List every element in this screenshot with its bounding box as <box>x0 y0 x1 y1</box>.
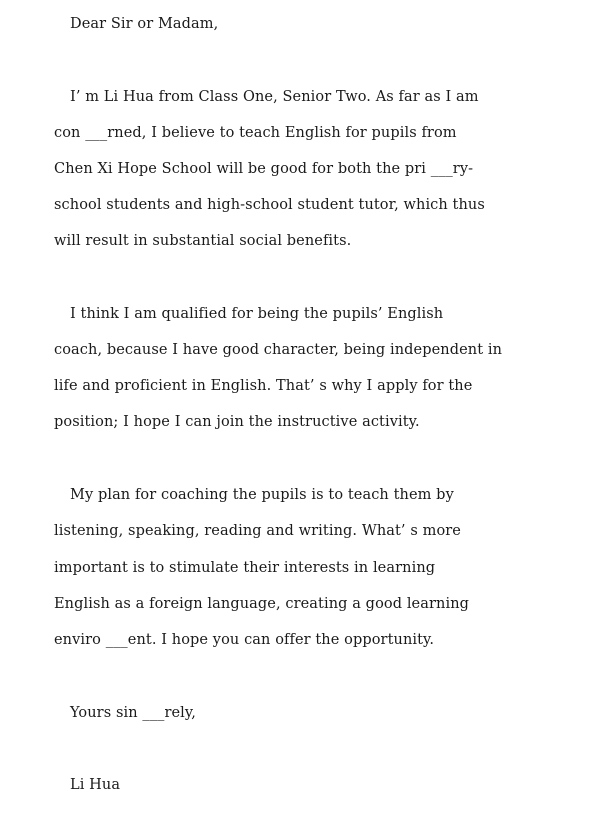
paragraph-line: I think I am qualified for being the pupils’ English <box>70 306 444 322</box>
paragraph-line: life and proficient in English. That’ s why I apply for the <box>54 378 473 394</box>
paragraph-line: position; I hope I can join the instructive activity. <box>54 414 420 430</box>
paragraph-line: con ___rned, I believe to teach English for pupils from <box>54 125 457 141</box>
paragraph-line: My plan for coaching the pupils is to teach them by <box>70 487 454 503</box>
signature: Li Hua <box>70 777 121 793</box>
paragraph-line: will result in substantial social benefits. <box>54 233 352 249</box>
paragraph-line: Chen Xi Hope School will be good for both the pri ___ry- <box>54 161 474 177</box>
paragraph-line: school students and high-school student tutor, which thus <box>54 197 485 213</box>
paragraph-line: coach, because I have good character, being independent in <box>54 342 503 358</box>
paragraph-line: important is to stimulate their interests in learning <box>54 560 436 576</box>
paragraph-line: listening, speaking, reading and writing. What’ s more <box>54 523 461 539</box>
paragraph-line: I’ m Li Hua from Class One, Senior Two. As far as I am <box>70 89 479 105</box>
paragraph-line: enviro ___ent. I hope you can offer the opportunity. <box>54 632 435 648</box>
salutation: Dear Sir or Madam, <box>70 16 219 32</box>
closing: Yours sin ___rely, <box>70 705 196 721</box>
paragraph-line: English as a foreign language, creating a good learning <box>54 596 470 612</box>
